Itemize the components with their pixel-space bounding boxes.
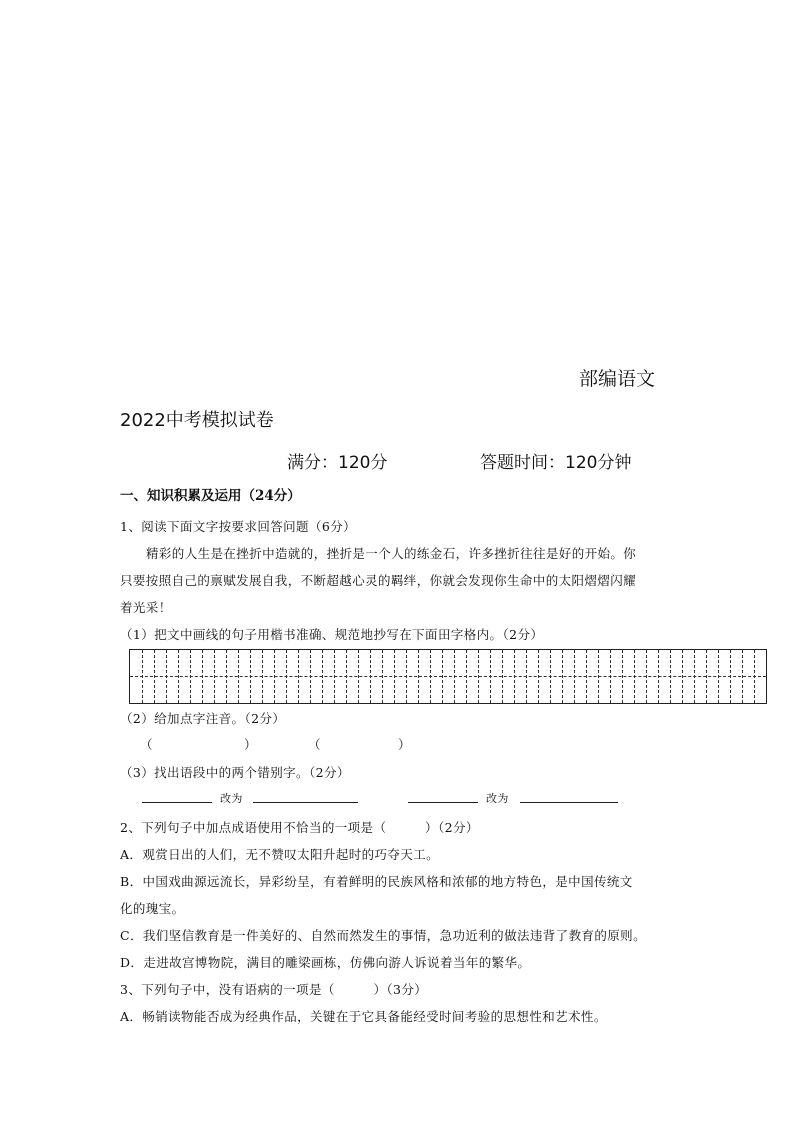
section-title: 一、知识积累及运用（24分） (120, 488, 301, 504)
grid-column-line (394, 650, 395, 703)
grid-column-line (442, 650, 443, 703)
grid-column-line (646, 650, 647, 703)
grid-column-line (478, 650, 479, 703)
grid-column-line (670, 650, 671, 703)
grid-column-line (562, 650, 563, 703)
grid-column-line (190, 650, 191, 703)
q2-option-a: A．观赏日出的人们，无不赞叹太阳升起时的巧夺天工。 (120, 847, 440, 862)
grid-column-line (298, 650, 299, 703)
q1-sub3: （3）找出语段中的两个错别字。（2分） (120, 765, 350, 780)
grid-column-line (358, 650, 359, 703)
grid-column-line (718, 650, 719, 703)
q1-stem: 1、阅读下面文字按要求回答问题（6分） (120, 519, 357, 534)
q2-option-b-line1: B．中国戏曲源远流长，异彩纷呈，有着鲜明的民族风格和浓郁的地方特色，是中国传统文 (120, 874, 633, 889)
grid-column-line (754, 650, 755, 703)
pinyin-paren-open-2: （ (308, 737, 321, 752)
grid-column-line (454, 650, 455, 703)
grid-column-line (526, 650, 527, 703)
grid-column-line (322, 650, 323, 703)
grid-column-line (622, 650, 623, 703)
grid-column-line (610, 650, 611, 703)
grid-column-line (694, 650, 695, 703)
brand-label: 部编语文 (579, 368, 656, 390)
grid-column-line (658, 650, 659, 703)
grid-column-line (514, 650, 515, 703)
grid-column-line (262, 650, 263, 703)
wrong-char-blank-1[interactable] (142, 802, 212, 803)
grid-column-line (334, 650, 335, 703)
grid-column-line (238, 650, 239, 703)
grid-column-line (202, 650, 203, 703)
grid-column-line (250, 650, 251, 703)
grid-column-line (466, 650, 467, 703)
grid-column-line (418, 650, 419, 703)
grid-column-line (574, 650, 575, 703)
grid-column-line (634, 650, 635, 703)
tianzige-grid[interactable] (129, 649, 767, 704)
grid-column-line (550, 650, 551, 703)
q3-stem: 3、下列句子中，没有语病的一项是（ ）（3分） (120, 982, 428, 997)
grid-column-line (370, 650, 371, 703)
change-to-label-1: 改为 (220, 792, 243, 805)
grid-column-line (178, 650, 179, 703)
q1-passage-line2: 只要按照自己的禀赋发展自我，不断超越心灵的羁绊，你就会发现你生命中的太阳熠熠闪耀 (120, 573, 637, 588)
correct-char-blank-2[interactable] (520, 802, 618, 803)
grid-column-line (214, 650, 215, 703)
q1-passage-line1: 精彩的人生是在挫折中造就的，挫折是一个人的练金石，许多挫折往往是好的开始。你 (146, 546, 637, 561)
grid-column-line (406, 650, 407, 703)
q1-passage-line3: 着光采！ (120, 600, 172, 615)
exam-duration: 答题时间：120分钟 (480, 453, 632, 473)
grid-column-line (274, 650, 275, 703)
change-to-label-2: 改为 (486, 792, 509, 805)
pinyin-paren-open-1: （ (140, 737, 153, 752)
grid-column-line (142, 650, 143, 703)
grid-column-line (730, 650, 731, 703)
grid-column-line (706, 650, 707, 703)
full-score: 满分：120分 (287, 453, 388, 473)
wrong-char-blank-2[interactable] (408, 802, 478, 803)
pinyin-paren-close-2: ） (398, 737, 411, 752)
grid-column-line (154, 650, 155, 703)
grid-column-line (310, 650, 311, 703)
grid-column-line (682, 650, 683, 703)
q2-stem: 2、下列句子中加点成语使用不恰当的一项是（ ）（2分） (120, 820, 479, 835)
grid-column-line (226, 650, 227, 703)
grid-column-line (382, 650, 383, 703)
q1-sub1: （1）把文中画线的句子用楷书准确、规范地抄写在下面田字格内。（2分） (120, 627, 544, 642)
q3-option-a: A．畅销读物能否成为经典作品，关键在于它具备能经受时间考验的思想性和艺术性。 (120, 1009, 607, 1024)
grid-column-line (346, 650, 347, 703)
grid-column-line (586, 650, 587, 703)
grid-column-line (166, 650, 167, 703)
exam-title: 2022中考模拟试卷 (120, 410, 274, 431)
correct-char-blank-1[interactable] (253, 802, 358, 803)
grid-column-line (502, 650, 503, 703)
grid-column-line (538, 650, 539, 703)
q1-sub2: （2）给加点字注音。（2分） (120, 711, 286, 726)
grid-column-line (286, 650, 287, 703)
q2-option-b-line2: 化的瑰宝。 (120, 901, 185, 916)
grid-column-line (490, 650, 491, 703)
pinyin-paren-close-1: ） (244, 737, 257, 752)
grid-column-line (598, 650, 599, 703)
q2-option-c: C．我们坚信教育是一件美好的、自然而然发生的事情，急功近利的做法违背了教育的原则。 (120, 928, 646, 943)
grid-column-line (742, 650, 743, 703)
grid-column-line (430, 650, 431, 703)
q2-option-d: D．走进故宫博物院，满目的雕梁画栋，仿佛向游人诉说着当年的繁华。 (120, 955, 531, 970)
